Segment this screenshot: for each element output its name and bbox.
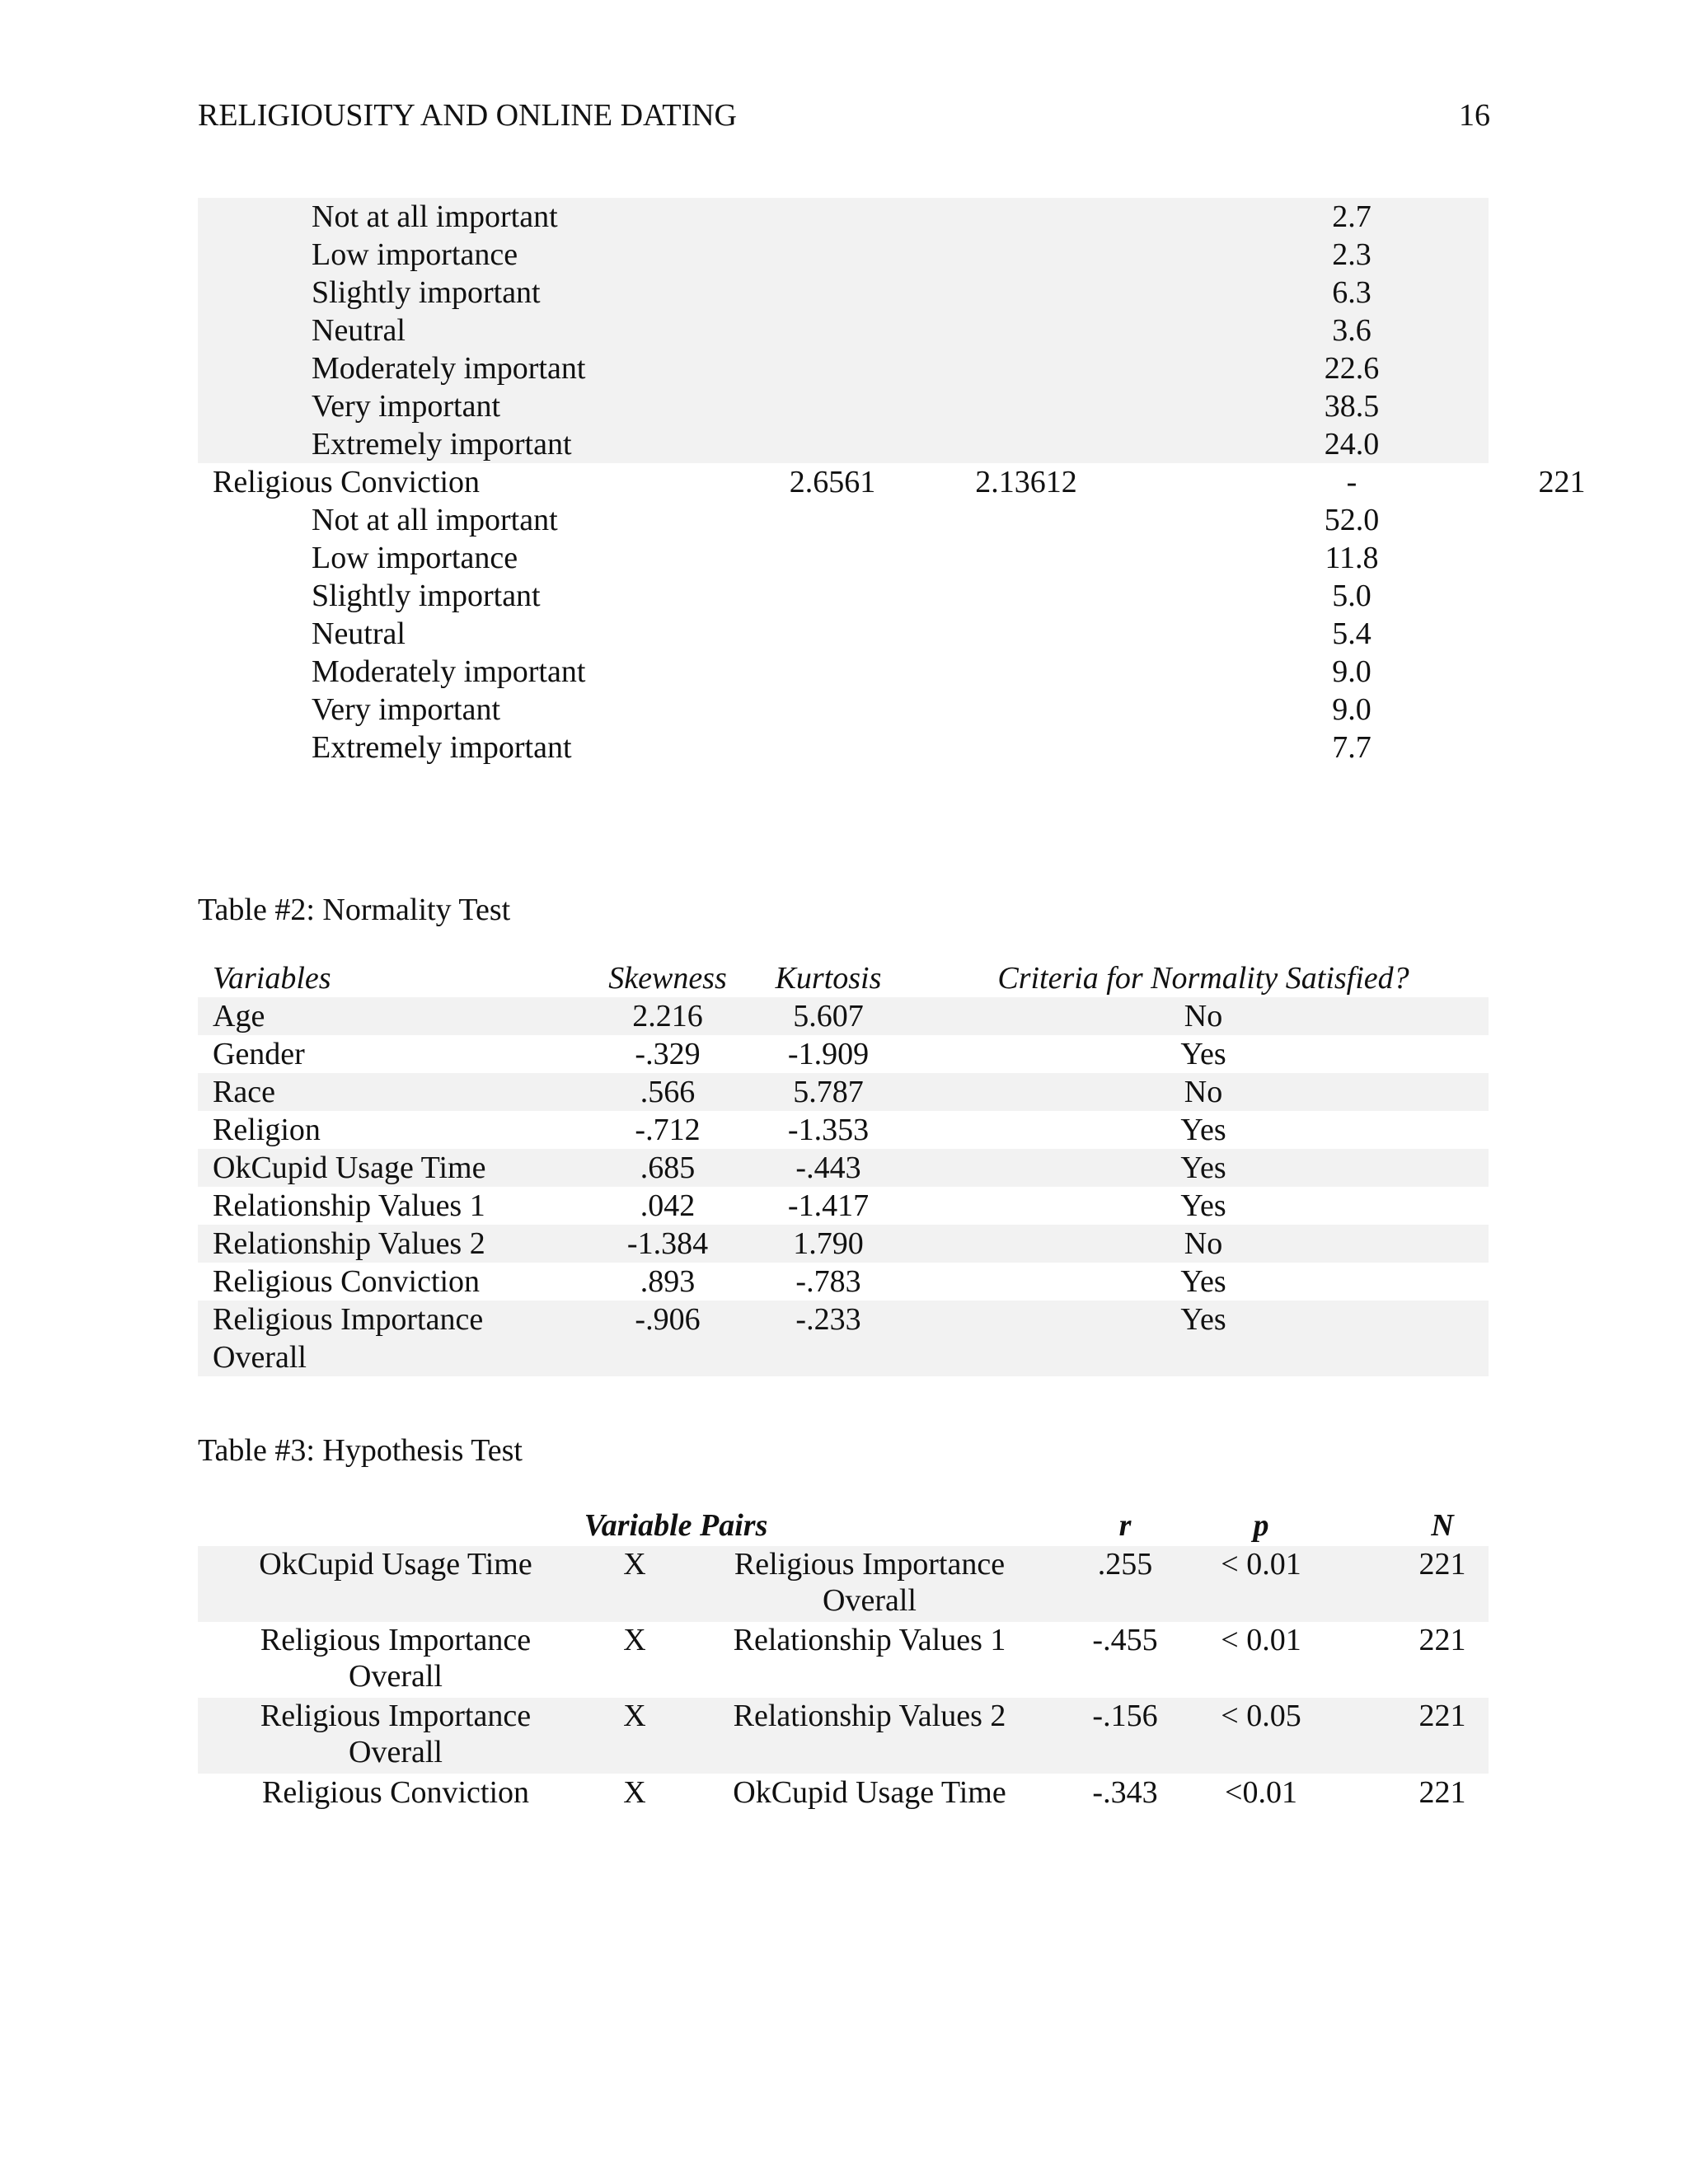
table-row: Neutral 5.4 [312,616,1372,651]
table-row-conviction: Religious Conviction 2.6561 2.13612 - 221 [213,465,1586,499]
table-row: Religious Conviction .893 -.783 Yes [213,1264,1226,1299]
table-row: Religion -.712 -1.353 Yes [213,1113,1226,1147]
table-row: Moderately important 22.6 [312,351,1380,386]
table-row: Slightly important 5.0 [312,579,1372,613]
table-row: Not at all important 2.7 [312,199,1372,234]
table-row: Religious Importance Overall X Relationship Values 2 -.156 < 0.05 221 [198,1698,1489,1774]
table-row: Extremely important 7.7 [312,730,1372,765]
table3-header: Variable Pairs r p N [584,1508,1454,1543]
table-row: Low importance 2.3 [312,237,1372,272]
table-row: Religious Conviction X OkCupid Usage Time -.343 <0.01 221 [261,1775,1466,1810]
table-row: Neutral 3.6 [312,313,1372,348]
table-row: Very important 38.5 [312,389,1380,424]
table-row: Moderately important 9.0 [312,654,1372,689]
table3 [198,1505,1489,1811]
table-row: Not at all important 52.0 [312,503,1380,537]
table-row: Age 2.216 5.607 No [198,997,1489,1035]
table3-caption: Table #3: Hypothesis Test [198,1433,523,1468]
table-row: Religious Importance Overall X Relationship Values 1 -.455 < 0.01 221 [260,1623,1466,1694]
table1-block2 [198,501,1489,766]
table-row: Relationship Values 1 .042 -1.417 Yes [213,1188,1226,1223]
table2-header: Variables Skewness Kurtosis Criteria for Normality Satisfied? [213,961,1409,996]
table1 [198,198,1586,766]
table-row: Slightly important 6.3 [312,275,1372,310]
table2 [198,959,1489,1376]
table-row: OkCupid Usage Time X Religious Importance Overall .255 < 0.01 221 [198,1546,1489,1622]
page-header [198,97,1490,134]
table-row: Extremely important 24.0 [312,427,1380,462]
table-row: Low importance 11.8 [312,541,1379,575]
table-row: Religious Importance Overall -.906 -.233 Yes [198,1301,1489,1376]
page-number: 16 [1459,98,1490,133]
table-row: OkCupid Usage Time .685 -.443 Yes [198,1149,1489,1187]
table-row: Very important 9.0 [312,692,1372,727]
table2-caption: Table #2: Normality Test [198,893,511,927]
table-row: Gender -.329 -1.909 Yes [213,1037,1226,1071]
table-row: Race .566 5.787 No [198,1073,1489,1111]
table1-block1 [198,198,1489,463]
running-head: RELIGIOUSITY AND ONLINE DATING [198,98,737,133]
table-row: Relationship Values 2 -1.384 1.790 No [198,1225,1489,1263]
